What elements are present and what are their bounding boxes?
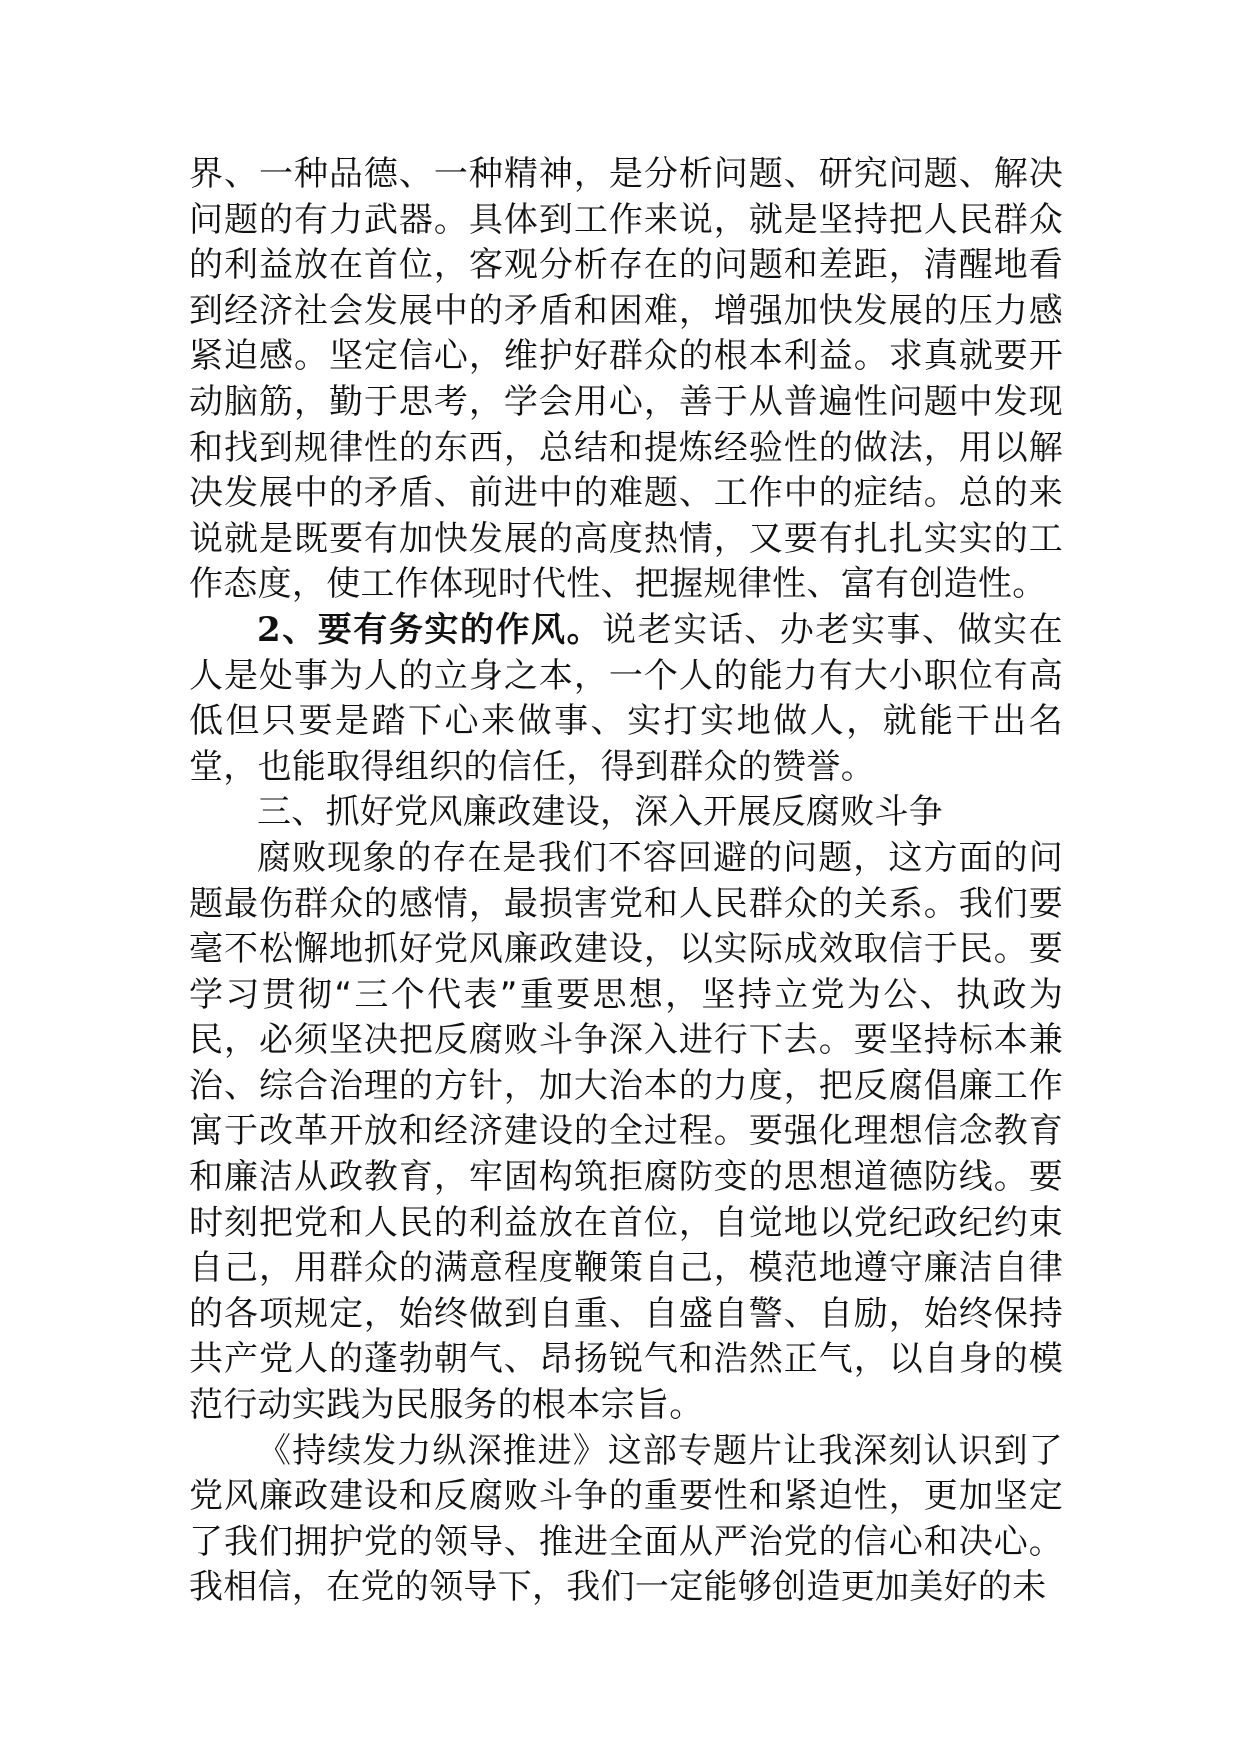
paragraph-text: 《持续发力纵深推进》这部专题片让我深刻认识到了党风廉政建设和反腐败斗争的重要性和紧迫性，更加坚定了我们拥护党的领导、推进全面从严治党的信心和决心。我相信，在党的领导下，我们一定能够创造更加美好的未 <box>189 1430 1063 1608</box>
paragraph-lead-bold: 2、要有务实的作风。 <box>257 609 603 650</box>
paragraph-continuation <box>189 152 1063 608</box>
paragraph-text: 说老实话、办老实事、做实在人是处事为人的立身之本，一个人的能力有大小职位有高低但只要是踏下心来做事、实打实地做人，就能干出名堂，也能取得组织的信任，得到群众的赞誉。 <box>189 609 1063 787</box>
paragraph-text: 腐败现象的存在是我们不容回避的问题，这方面的问题最伤群众的感情，最损害党和人民群众的关系。我们要毫不松懈地抓好党风廉政建设，以实际成效取信于民。要学习贯彻“三个代表”重要思想，坚持立党为公、执政为民，必须坚决把反腐败斗争深入进行下去。要坚持标本兼治、综合治理的方针，加大治本的力度，把反腐倡廉工作寓于改革开放和经济建设的全过程。要强化理想信念教育和廉洁从政教育，牢固构筑拒腐防变的思想道德防线。要时刻把党和人民的利益放在首位，自觉地以党纪政纪约束自己，用群众的满意程度鞭策自己，模范地遵守廉洁自律的各项规定，始终做到自重、自盛自警、自励，始终保持共产党人的蓬勃朝气、昂扬锐气和浩然正气，以自身的模范行动实践为民服务的根本宗旨。 <box>189 837 1063 1426</box>
paragraph-conclusion <box>189 1429 1063 1611</box>
paragraph-point-2 <box>189 608 1063 790</box>
section-heading <box>189 790 1063 836</box>
section-heading-text: 三、抓好党风廉政建设，深入开展反腐败斗争 <box>257 792 943 833</box>
document-body <box>189 152 1063 1611</box>
paragraph-text: 界、一种品德、一种精神，是分析问题、研究问题、解决问题的有力武器。具体到工作来说，就是坚持把人民群众的利益放在首位，客观分析存在的问题和差距，清醒地看到经济社会发展中的矛盾和困难，增强加快发展的压力感紧迫感。坚定信心，维护好群众的根本利益。求真就要开动脑筋，勤于思考，学会用心，善于从普遍性问题中发现和找到规律性的东西，总结和提炼经验性的做法，用以解决发展中的矛盾、前进中的难题、工作中的症结。总的来说就是既要有加快发展的高度热情，又要有扎扎实实的工作态度，使工作体现时代性、把握规律性、富有创造性。 <box>189 154 1063 605</box>
paragraph-section-3-body <box>189 836 1063 1429</box>
